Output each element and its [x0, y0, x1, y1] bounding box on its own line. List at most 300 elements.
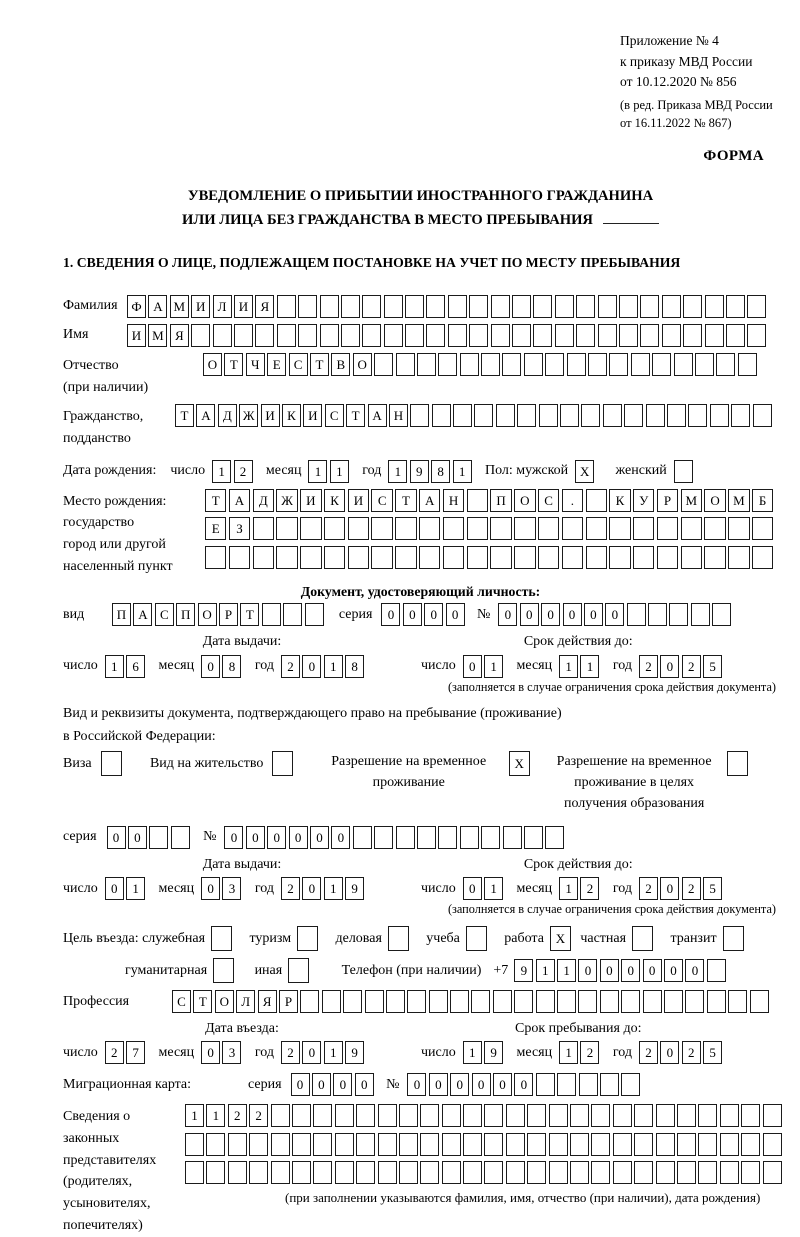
representatives-label-line4: (родителях, — [63, 1174, 133, 1190]
form-cell: 0 — [584, 603, 603, 626]
form-cell — [484, 1161, 503, 1184]
form-cell: 1 — [324, 655, 343, 678]
iddoc-issue-day-cells — [105, 655, 148, 678]
form-cell — [603, 404, 622, 427]
form-cell — [705, 295, 724, 318]
phone-cells — [514, 959, 728, 982]
staydoc-expiry-day-cells — [463, 877, 506, 900]
form-cell: 0 — [605, 603, 624, 626]
form-cell — [536, 990, 555, 1013]
form-cell — [720, 1104, 739, 1127]
title-blank-line — [603, 210, 659, 224]
form-cell — [664, 990, 683, 1013]
day-label: число — [63, 658, 98, 674]
name-row — [63, 324, 778, 347]
month-label: месяц — [265, 463, 302, 479]
stay-month-group — [517, 1041, 602, 1064]
form-cell: 1 — [388, 460, 407, 483]
form-cell — [728, 517, 749, 540]
form-cell — [633, 546, 654, 569]
business-checkbox — [388, 926, 411, 951]
form-cell: 1 — [557, 959, 576, 982]
form-cell: 0 — [660, 1041, 679, 1064]
form-cell: Ж — [276, 489, 297, 512]
form-cell: Т — [395, 489, 416, 512]
form-cell — [356, 1104, 375, 1127]
birthplace-label-line2: государство — [63, 515, 135, 531]
iddoc-number-cells — [498, 603, 733, 626]
purpose-business-item — [335, 926, 411, 951]
iddoc-seriya-cells — [381, 603, 467, 626]
patronymic-row — [63, 353, 778, 398]
form-cell: 2 — [234, 460, 253, 483]
form-cell — [300, 990, 319, 1013]
form-cell — [185, 1133, 204, 1156]
form-cell: 1 — [212, 460, 231, 483]
stay-until-line — [421, 1041, 736, 1064]
form-cell: 0 — [463, 655, 482, 678]
form-cell — [484, 1133, 503, 1156]
form-cell: Д — [218, 404, 237, 427]
form-cell — [538, 517, 559, 540]
form-cell — [149, 826, 168, 849]
birth-day-cells — [212, 460, 255, 483]
form-cell: 2 — [281, 1041, 300, 1064]
form-cell: 2 — [682, 877, 701, 900]
form-cell: 1 — [484, 877, 503, 900]
iddoc-row — [63, 603, 778, 626]
form-cell — [662, 295, 681, 318]
form-cell — [362, 295, 381, 318]
form-label: ФОРМА — [703, 148, 764, 165]
form-cell: Н — [389, 404, 408, 427]
representatives-cells-block — [185, 1104, 784, 1206]
form-cell — [549, 1133, 568, 1156]
form-cell — [514, 546, 535, 569]
form-cell — [600, 1073, 619, 1096]
form-cell: 0 — [246, 826, 265, 849]
form-cell — [405, 324, 424, 347]
rvp-edu-checkbox — [727, 751, 750, 776]
form-cell — [101, 751, 122, 776]
form-cell: К — [324, 489, 345, 512]
staydoc-issue-col — [63, 856, 421, 900]
phone-prefix: +7 — [493, 962, 509, 978]
purpose-work-item — [504, 926, 573, 951]
form-cell — [609, 517, 630, 540]
form-cell: А — [133, 603, 152, 626]
form-cell — [753, 404, 772, 427]
stay-until-col — [421, 1020, 736, 1064]
form-cell: О — [198, 603, 217, 626]
form-cell — [698, 1161, 717, 1184]
form-cell — [747, 295, 766, 318]
reference-line: к приказу МВД России — [620, 53, 753, 69]
form-cell — [410, 404, 429, 427]
iddoc-issue-year-cells — [281, 655, 367, 678]
staydoc-expiry-year-cells — [639, 877, 725, 900]
form-cell — [634, 1161, 653, 1184]
form-cell: 0 — [302, 655, 321, 678]
issue-year-group — [255, 655, 367, 678]
form-cell — [545, 353, 564, 376]
form-cell — [396, 353, 415, 376]
form-cell: 8 — [431, 460, 450, 483]
purpose-transit-item — [670, 926, 746, 951]
form-cell — [277, 324, 296, 347]
form-cell — [335, 1104, 354, 1127]
issue-month-group — [159, 877, 244, 900]
form-cell — [463, 1161, 482, 1184]
form-cell: 0 — [600, 959, 619, 982]
form-cell: 5 — [703, 1041, 722, 1064]
staydoc-dates-row — [63, 856, 778, 900]
form-cell — [407, 990, 426, 1013]
form-cell — [442, 1133, 461, 1156]
form-cell — [463, 1133, 482, 1156]
form-cell: 1 — [185, 1104, 204, 1127]
citizenship-label-line2: подданство — [63, 431, 131, 447]
form-cell: Е — [267, 353, 286, 376]
form-cell — [588, 353, 607, 376]
form-cell — [506, 1133, 525, 1156]
staydoc-expiry-col — [421, 856, 736, 900]
form-cell: X — [550, 926, 571, 951]
form-cell — [378, 1104, 397, 1127]
form-cell: 1 — [105, 655, 124, 678]
form-cell — [527, 1161, 546, 1184]
form-cell: О — [514, 489, 535, 512]
form-cell: 0 — [407, 1073, 426, 1096]
form-cell: 2 — [682, 1041, 701, 1064]
form-cell: 8 — [345, 655, 364, 678]
year-label: год — [612, 658, 632, 674]
purpose-prefix-label: Цель въезда: служебная — [63, 930, 206, 946]
form-cell: 0 — [446, 603, 465, 626]
form-cell — [324, 546, 345, 569]
representatives-label-line6: попечителях) — [63, 1217, 143, 1233]
purpose-other-item — [255, 958, 312, 983]
form-cell — [609, 353, 628, 376]
form-cell: С — [172, 990, 191, 1013]
profession-label: Профессия — [63, 993, 130, 1009]
expiry-note: (заполняется в случае ограничения срока действия документа) — [447, 679, 776, 694]
staydoc-type-row — [63, 751, 778, 814]
private-checkbox — [632, 926, 655, 951]
form-cell — [710, 404, 729, 427]
form-cell: С — [538, 489, 559, 512]
issue-day-group — [63, 877, 148, 900]
other-label: иная — [254, 962, 283, 978]
form-cell: . — [562, 489, 583, 512]
form-cell — [324, 517, 345, 540]
form-cell: Б — [752, 489, 773, 512]
form-cell: Л — [213, 295, 232, 318]
issue-day-group — [63, 655, 148, 678]
form-cell: Ч — [246, 353, 265, 376]
form-cell: 3 — [222, 1041, 241, 1064]
form-cell — [731, 404, 750, 427]
staydoc-number-cells — [224, 826, 566, 849]
form-cell — [253, 517, 274, 540]
form-cell — [539, 404, 558, 427]
form-cell — [549, 1161, 568, 1184]
day-label: число — [170, 463, 206, 479]
form-cell — [581, 404, 600, 427]
entry-month-cells — [201, 1041, 244, 1064]
form-cell: И — [234, 295, 253, 318]
tourism-checkbox — [297, 926, 320, 951]
issue-year-group — [255, 877, 367, 900]
form-cell — [741, 1104, 760, 1127]
form-cell — [619, 324, 638, 347]
form-cell: Е — [205, 517, 226, 540]
representatives-cells-row3 — [185, 1161, 784, 1184]
form-cell — [467, 489, 488, 512]
visa-checkbox — [101, 751, 124, 776]
form-cell: 1 — [580, 655, 599, 678]
birthdate-label: Дата рождения: — [63, 463, 157, 479]
form-cell: Р — [657, 489, 678, 512]
form-cell — [750, 990, 769, 1013]
entry-date-heading: Дата въезда: — [205, 1021, 279, 1037]
form-cell — [763, 1133, 782, 1156]
form-cell — [720, 1133, 739, 1156]
form-cell: 0 — [643, 959, 662, 982]
form-cell: П — [176, 603, 195, 626]
year-label: год — [612, 1044, 632, 1060]
expiry-note: (заполняется в случае ограничения срока действия документа) — [447, 902, 776, 917]
form-cell: 2 — [580, 1041, 599, 1064]
form-cell: 0 — [563, 603, 582, 626]
day-label: число — [63, 1044, 98, 1060]
form-cell — [613, 1104, 632, 1127]
form-cell — [524, 826, 543, 849]
birth-year-group — [362, 460, 474, 483]
form-cell — [591, 1104, 610, 1127]
form-cell — [656, 1104, 675, 1127]
sex-male-checkbox — [575, 460, 596, 483]
form-cell — [506, 1161, 525, 1184]
form-cell — [432, 404, 451, 427]
form-cell — [662, 324, 681, 347]
form-cell — [502, 353, 521, 376]
form-cell — [741, 1133, 760, 1156]
form-cell — [656, 1161, 675, 1184]
form-title-line1: УВЕДОМЛЕНИЕ О ПРИБЫТИИ ИНОСТРАННОГО ГРАЖДАНИНА — [187, 187, 654, 204]
form-cell — [249, 1161, 268, 1184]
form-cell: 9 — [514, 959, 533, 982]
form-cell — [741, 1161, 760, 1184]
form-cell — [512, 295, 531, 318]
form-cell: 0 — [201, 877, 220, 900]
expiry-date-heading: Срок действия до: — [523, 857, 633, 873]
form-cell: В — [331, 353, 350, 376]
residence-permit-label: Вид на жительство — [149, 756, 264, 772]
form-cell — [674, 353, 693, 376]
form-cell — [560, 404, 579, 427]
form-cell: 1 — [330, 460, 349, 483]
form-cell — [685, 990, 704, 1013]
form-cell: 0 — [105, 877, 124, 900]
form-cell: Т — [224, 353, 243, 376]
staydoc-issue-year-cells — [281, 877, 367, 900]
month-label: месяц — [158, 658, 195, 674]
form-cell: 8 — [222, 655, 241, 678]
form-cell: М — [170, 295, 189, 318]
form-cell — [695, 353, 714, 376]
form-cell: 0 — [128, 826, 147, 849]
representatives-label-line5: усыновителях, — [63, 1196, 151, 1212]
form-cell — [586, 546, 607, 569]
form-cell — [205, 546, 226, 569]
form-cell — [474, 404, 493, 427]
form-cell — [313, 1161, 332, 1184]
form-cell — [348, 517, 369, 540]
form-cell — [567, 353, 586, 376]
form-cell: 0 — [498, 603, 517, 626]
form-cell: И — [300, 489, 321, 512]
form-cell — [249, 1133, 268, 1156]
form-cell — [234, 324, 253, 347]
amendment-line: от 16.11.2022 № 867) — [620, 115, 732, 130]
form-cell — [399, 1133, 418, 1156]
birthplace-cells-block — [205, 489, 776, 575]
work-checkbox — [550, 926, 573, 951]
expiry-month-group — [517, 655, 602, 678]
form-cell — [720, 1161, 739, 1184]
form-cell: 2 — [249, 1104, 268, 1127]
form-cell — [292, 1133, 311, 1156]
form-cell — [496, 404, 515, 427]
form-cell — [353, 826, 372, 849]
form-cell: 0 — [201, 655, 220, 678]
day-label: число — [63, 880, 98, 896]
representatives-label-line3: представителях — [63, 1152, 157, 1168]
form-cell — [443, 546, 464, 569]
form-cell: 0 — [472, 1073, 491, 1096]
purpose-official-item — [63, 926, 234, 951]
form-cell — [463, 1104, 482, 1127]
transit-checkbox — [723, 926, 746, 951]
staydoc-issue-month-cells — [201, 877, 244, 900]
form-cell: Ф — [127, 295, 146, 318]
month-label: месяц — [516, 880, 553, 896]
form-cell — [632, 926, 653, 951]
transit-label: транзит — [670, 930, 717, 946]
stay-day-group — [421, 1041, 506, 1064]
staydoc-intro-line1: Вид и реквизиты документа, подтверждающего право на пребывание (проживание) — [63, 705, 562, 721]
form-cell — [517, 404, 536, 427]
form-cell — [322, 990, 341, 1013]
year-label: год — [254, 658, 274, 674]
iddoc-issue-col — [63, 633, 421, 677]
form-cell: Т — [310, 353, 329, 376]
birthplace-label-line3: город или другой — [63, 537, 166, 553]
form-cell — [481, 826, 500, 849]
form-cell: О — [215, 990, 234, 1013]
expiry-day-group — [421, 655, 506, 678]
form-cell: Т — [346, 404, 365, 427]
birth-day-group — [170, 460, 255, 483]
form-cell — [621, 1073, 640, 1096]
form-cell — [253, 546, 274, 569]
form-cell — [570, 1161, 589, 1184]
form-cell — [633, 517, 654, 540]
form-cell — [228, 1161, 247, 1184]
form-cell — [688, 404, 707, 427]
form-cell — [356, 1161, 375, 1184]
form-cell — [405, 295, 424, 318]
purpose-tourism-item — [249, 926, 320, 951]
amendment-block — [620, 97, 800, 132]
humanitarian-checkbox — [213, 958, 236, 983]
citizenship-label-line1: Гражданство, — [63, 409, 144, 425]
form-cell: Я — [255, 295, 274, 318]
day-label: число — [421, 1044, 456, 1060]
form-cell: 0 — [520, 603, 539, 626]
form-cell: З — [229, 517, 250, 540]
work-label: работа — [504, 930, 544, 946]
form-cell: 9 — [345, 877, 364, 900]
form-cell — [277, 295, 296, 318]
form-cell — [619, 295, 638, 318]
form-cell: 5 — [703, 655, 722, 678]
form-cell — [491, 295, 510, 318]
form-cell — [656, 1133, 675, 1156]
purpose-humanitarian-item — [125, 958, 237, 983]
form-cell — [490, 546, 511, 569]
form-cell — [609, 546, 630, 569]
rvp-checkbox — [509, 751, 532, 776]
form-cell: 1 — [559, 655, 578, 678]
form-cell — [320, 295, 339, 318]
iddoc-kind-label: вид — [63, 606, 85, 622]
iddoc-expiry-month-cells — [559, 655, 602, 678]
form-cell — [562, 546, 583, 569]
birthplace-row — [63, 489, 778, 578]
form-cell — [728, 546, 749, 569]
form-cell — [298, 324, 317, 347]
purpose-private-item — [580, 926, 655, 951]
form-cell: К — [609, 489, 630, 512]
reference-line: Приложение № 4 — [620, 33, 719, 48]
patronymic-label-line2: (при наличии) — [63, 379, 149, 395]
form-cell — [419, 517, 440, 540]
iddoc-expiry-col — [421, 633, 736, 677]
iddoc-expiry-day-cells — [463, 655, 506, 678]
form-cell — [726, 324, 745, 347]
form-cell: 0 — [450, 1073, 469, 1096]
form-cell — [276, 517, 297, 540]
form-cell: 0 — [660, 655, 679, 678]
form-cell — [213, 324, 232, 347]
expiry-day-group — [421, 877, 506, 900]
form-cell — [536, 1073, 555, 1096]
form-cell: С — [325, 404, 344, 427]
form-cell — [229, 546, 250, 569]
expiry-month-group — [517, 877, 602, 900]
form-cell — [297, 926, 318, 951]
form-cell — [442, 1161, 461, 1184]
form-cell: 1 — [206, 1104, 225, 1127]
day-label: число — [421, 880, 456, 896]
form-cell: Я — [258, 990, 277, 1013]
form-cell — [621, 990, 640, 1013]
residence-permit-item — [150, 751, 296, 776]
form-cell — [378, 1133, 397, 1156]
form-cell — [348, 546, 369, 569]
